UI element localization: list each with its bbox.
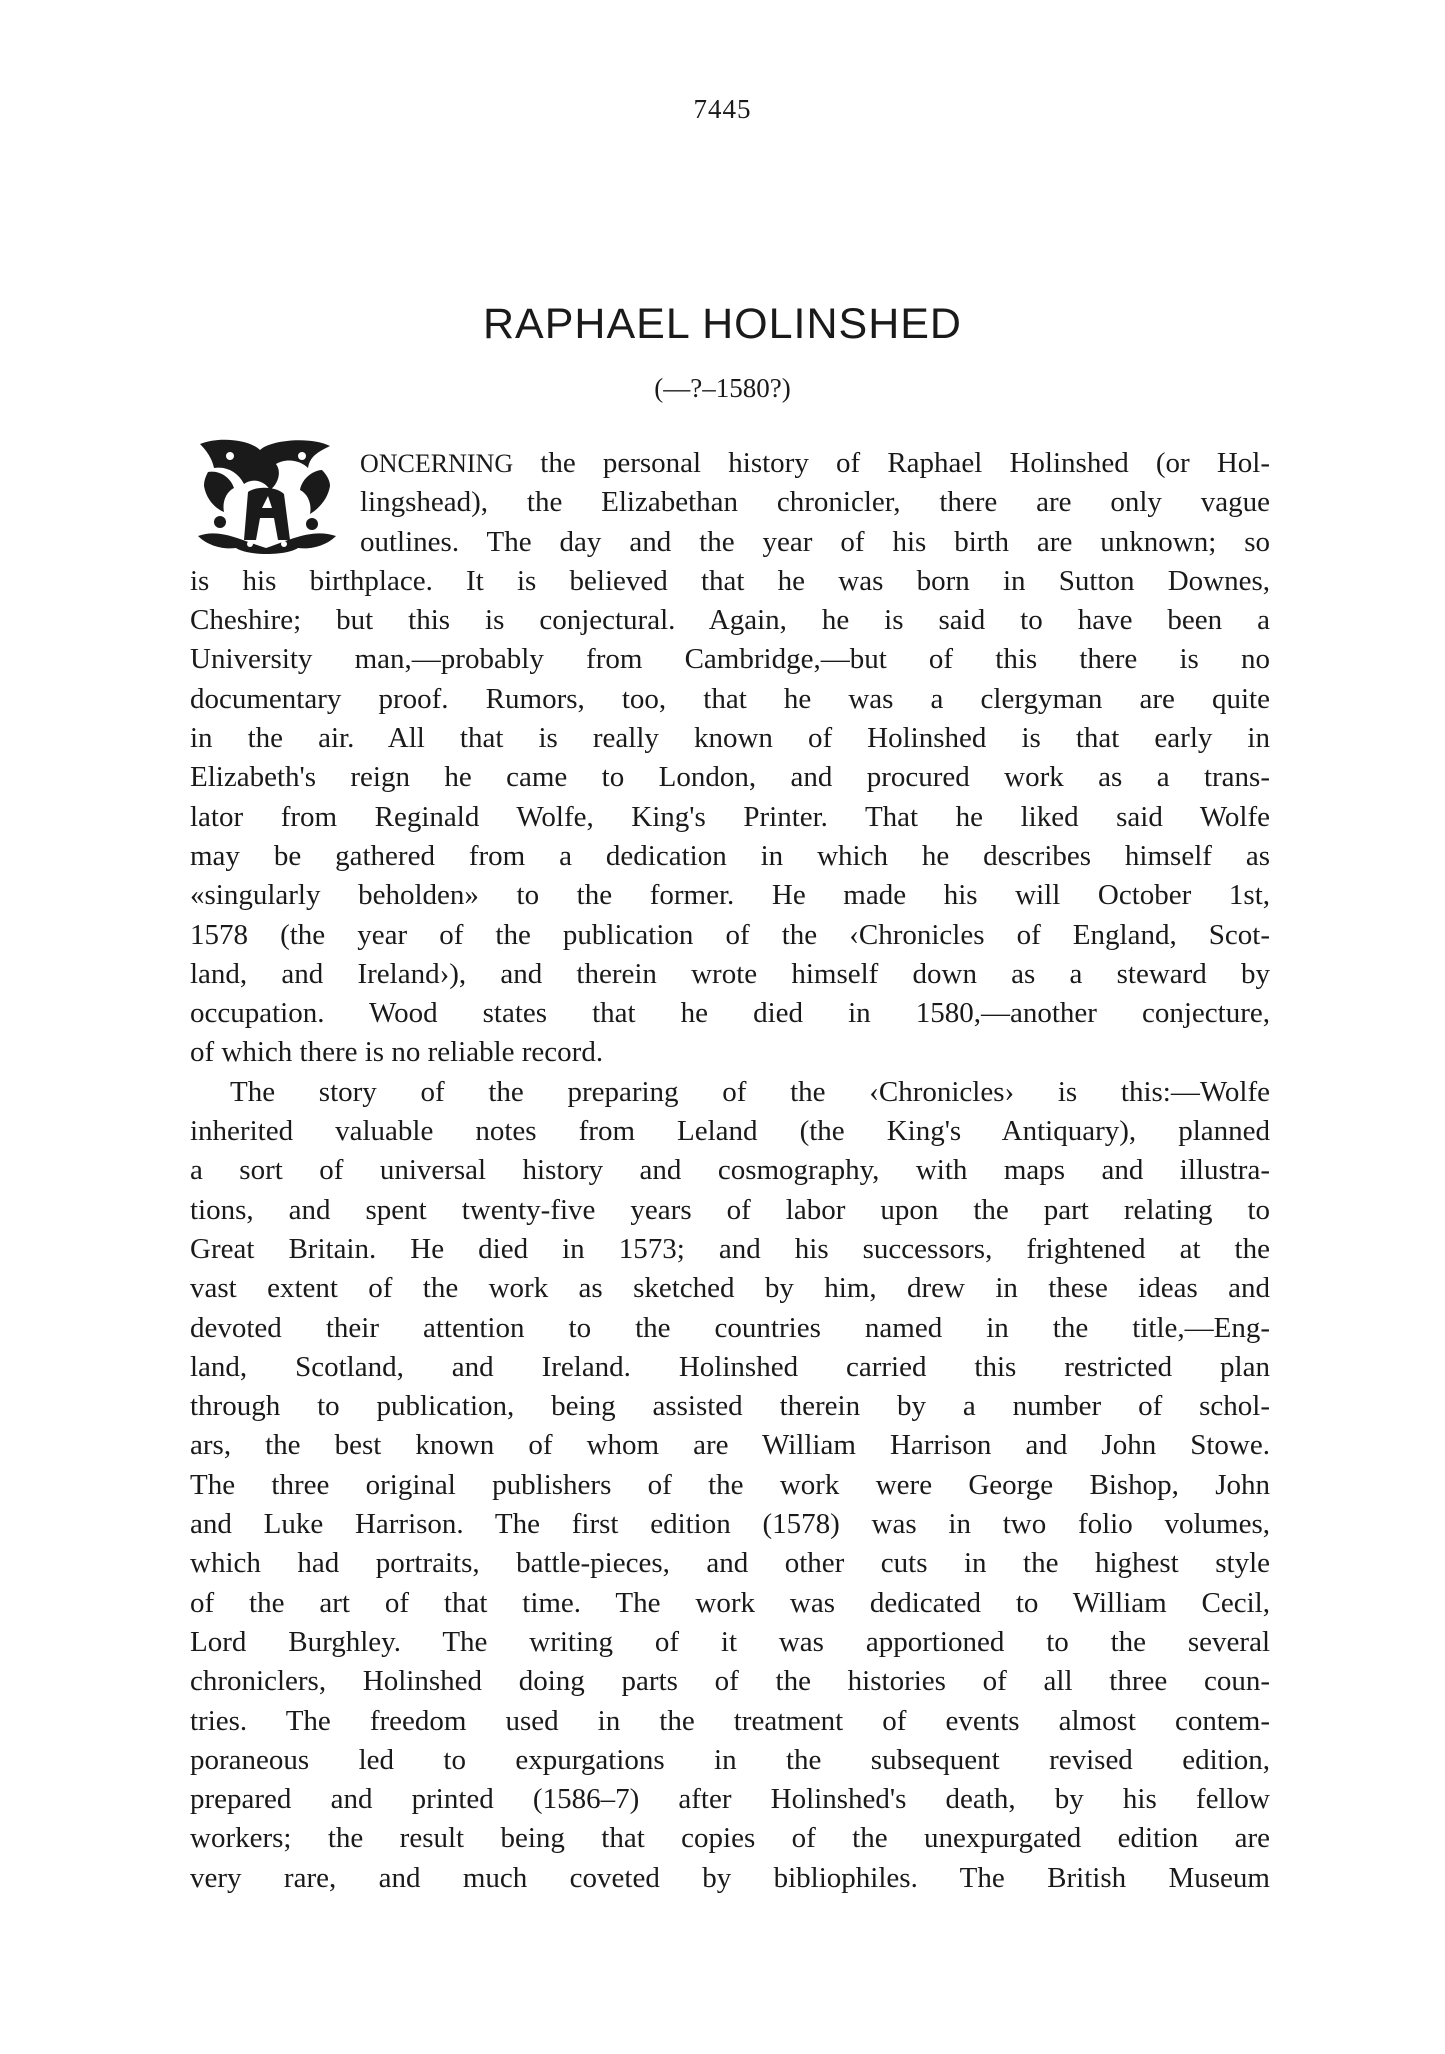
text-line: outlines. The day and the year of his birth are unknown; so — [360, 525, 1270, 558]
text-line: Cheshire; but this is conjectural. Again, he is said to have been a — [190, 604, 1270, 637]
text-line: prepared and printed (1586–7) after Holinshed's death, by his fellow — [190, 1783, 1270, 1816]
text-line: through to publication, being assisted therein by a number of schol- — [190, 1390, 1270, 1423]
text-line: chroniclers, Holinshed doing parts of the histories of all three coun- — [190, 1665, 1270, 1698]
text-line: ars, the best known of whom are William Harrison and John Stowe. — [190, 1429, 1270, 1462]
text-line: land, and Ireland›), and therein wrote himself down as a steward by — [190, 957, 1270, 990]
drop-cap-continuation: ONCERNING — [360, 449, 514, 478]
text-line: a sort of universal history and cosmography, with maps and illustra- — [190, 1154, 1270, 1187]
text-line: is his birthplace. It is believed that he was born in Sutton Downes, — [190, 564, 1270, 597]
page-number: 7445 — [693, 94, 752, 124]
text-line: may be gathered from a dedication in which he describes himself as — [190, 839, 1270, 872]
text-line: lingshead), the Elizabethan chronicler, there are only vague — [360, 486, 1270, 519]
text-line — [190, 444, 1270, 483]
text-line: Lord Burghley. The writing of it was apportioned to the several — [190, 1625, 1270, 1658]
text-line: very rare, and much coveted by bibliophiles. The British Museum — [190, 1861, 1270, 1894]
text-line: and Luke Harrison. The first edition (1578) was in two folio volumes, — [190, 1508, 1270, 1541]
body-text — [190, 444, 1270, 1898]
text-line: land, Scotland, and Ireland. Holinshed carried this restricted plan — [190, 1350, 1270, 1383]
text-line: The three original publishers of the work were George Bishop, John — [190, 1468, 1270, 1501]
text-line: devoted their attention to the countries named in the title,—Eng- — [190, 1311, 1270, 1344]
text-line: tions, and spent twenty-five years of labor upon the part relating to — [190, 1193, 1270, 1226]
text-line: inherited valuable notes from Leland (the King's Antiquary), planned — [190, 1115, 1270, 1148]
life-dates: (—?–1580?) — [654, 373, 791, 403]
text-line: of the art of that time. The work was dedicated to William Cecil, — [190, 1586, 1270, 1619]
text-line: Great Britain. He died in 1573; and his successors, frightened at the — [190, 1232, 1270, 1265]
text-line-content: the personal history of Raphael Holinshed (or Hol- — [540, 447, 1271, 479]
text-line: poraneous led to expurgations in the subsequent revised edition, — [190, 1743, 1270, 1776]
text-line: Elizabeth's reign he came to London, and procured work as a trans- — [190, 761, 1270, 794]
page-title: RAPHAEL HOLINSHED — [483, 300, 962, 348]
text-line: «singularly beholden» to the former. He made his will October 1st, — [190, 879, 1270, 912]
text-line: occupation. Wood states that he died in 1580,—another conjecture, — [190, 997, 1270, 1030]
text-line: University man,—probably from Cambridge,—but of this there is no — [190, 643, 1270, 676]
text-line: in the air. All that is really known of Holinshed is that early in — [190, 722, 1270, 755]
text-line: The story of the preparing of the ‹Chronicles› is this:—Wolfe — [230, 1075, 1270, 1108]
text-line: of which there is no reliable record. — [190, 1036, 604, 1069]
text-line: documentary proof. Rumors, too, that he was a clergyman are quite — [190, 682, 1270, 715]
text-line: 1578 (the year of the publication of the ‹Chronicles of England, Scot- — [190, 918, 1270, 951]
text-line: vast extent of the work as sketched by him, drew in these ideas and — [190, 1272, 1270, 1305]
text-line: lator from Reginald Wolfe, King's Printer. That he liked said Wolfe — [190, 800, 1270, 833]
text-line: tries. The freedom used in the treatment of events almost contem- — [190, 1704, 1270, 1737]
text-line: workers; the result being that copies of the unexpurgated edition are — [190, 1822, 1270, 1855]
text-line: which had portraits, battle-pieces, and other cuts in the highest style — [190, 1547, 1270, 1580]
